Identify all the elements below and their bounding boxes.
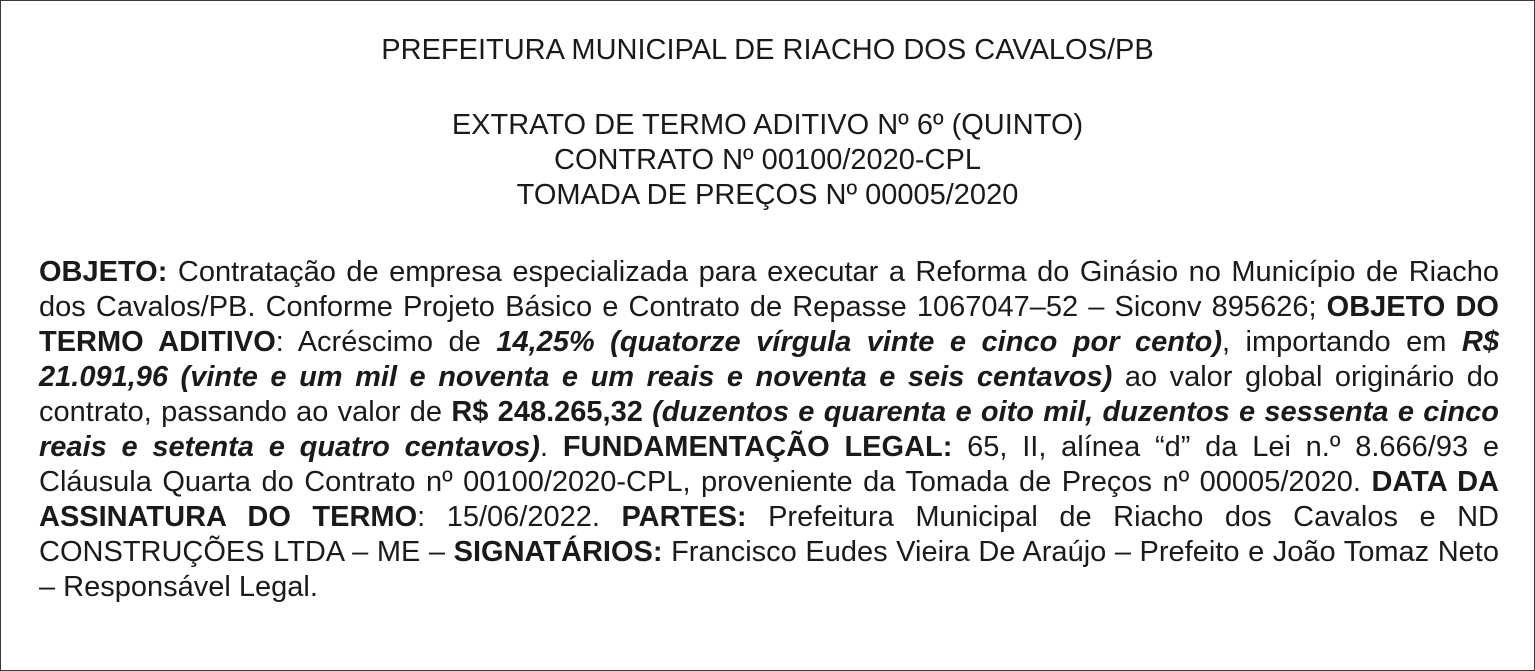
partes-label: PARTES: — [621, 501, 747, 533]
amount-added: R$ 21.091,96 (vinte e um mil e noventa e um reais e noventa e seis centavos) — [39, 326, 1499, 393]
passando-text: ao valor global originário do contrato, passando ao valor de — [39, 361, 1499, 428]
data-assinatura-text: : 15/06/2022. — [417, 501, 622, 533]
data-assinatura-label: DATA DA ASSINATURA DO TERMO — [39, 466, 1499, 533]
percent-value: 14,25% (quatorze vírgula vinte e cinco por cento) — [496, 326, 1222, 358]
document-body — [39, 255, 1499, 605]
objeto-aditivo-text: : Acréscimo de — [275, 326, 497, 358]
tender-number: TOMADA DE PREÇOS Nº 00005/2020 — [516, 179, 1019, 211]
period: . — [539, 431, 549, 463]
new-total-words: (duzentos e quarenta e oito mil, duzentos e sessenta e cinco reais e setenta e quatro centavos) — [39, 396, 1499, 463]
extract-title: EXTRATO DE TERMO ADITIVO Nº 6º (QUINTO) — [451, 109, 1084, 141]
partes-text: Prefeitura Municipal de Riacho dos Cavalos e ND CONSTRUÇÕES LTDA – ME – — [39, 501, 1499, 568]
agency-title: PREFEITURA MUNICIPAL DE RIACHO DOS CAVALOS/PB — [381, 34, 1154, 66]
contract-number: CONTRATO Nº 00100/2020-CPL — [554, 144, 981, 176]
signatarios-text: Francisco Eudes Vieira De Araújo – Prefeito e João Tomaz Neto – Responsável Legal. — [39, 536, 1499, 603]
new-total-value: R$ 248.265,32 — [451, 396, 643, 428]
fundamentacao-label: FUNDAMENTAÇÃO LEGAL: — [562, 431, 953, 463]
signatarios-label: SIGNATÁRIOS: — [453, 536, 663, 568]
importando-text: , importando em — [1222, 326, 1462, 358]
objeto-aditivo-label: OBJETO DO TERMO ADITIVO — [39, 291, 1499, 358]
fundamentacao-text: 65, II, alínea “d” da Lei n.º 8.666/93 e Cláusula Quarta do Contrato nº 00100/2020-CPL, proveniente da Tomada de Preços nº 00005/2020. — [39, 431, 1499, 498]
objeto-label: OBJETO: — [39, 256, 168, 288]
objeto-text: Contratação de empresa especializada para executar a Reforma do Ginásio no Município de Riacho dos Cavalos/PB. Conforme Projeto Básico e Contrato de Repasse 1067047–52 – Siconv 895626; — [39, 256, 1499, 323]
